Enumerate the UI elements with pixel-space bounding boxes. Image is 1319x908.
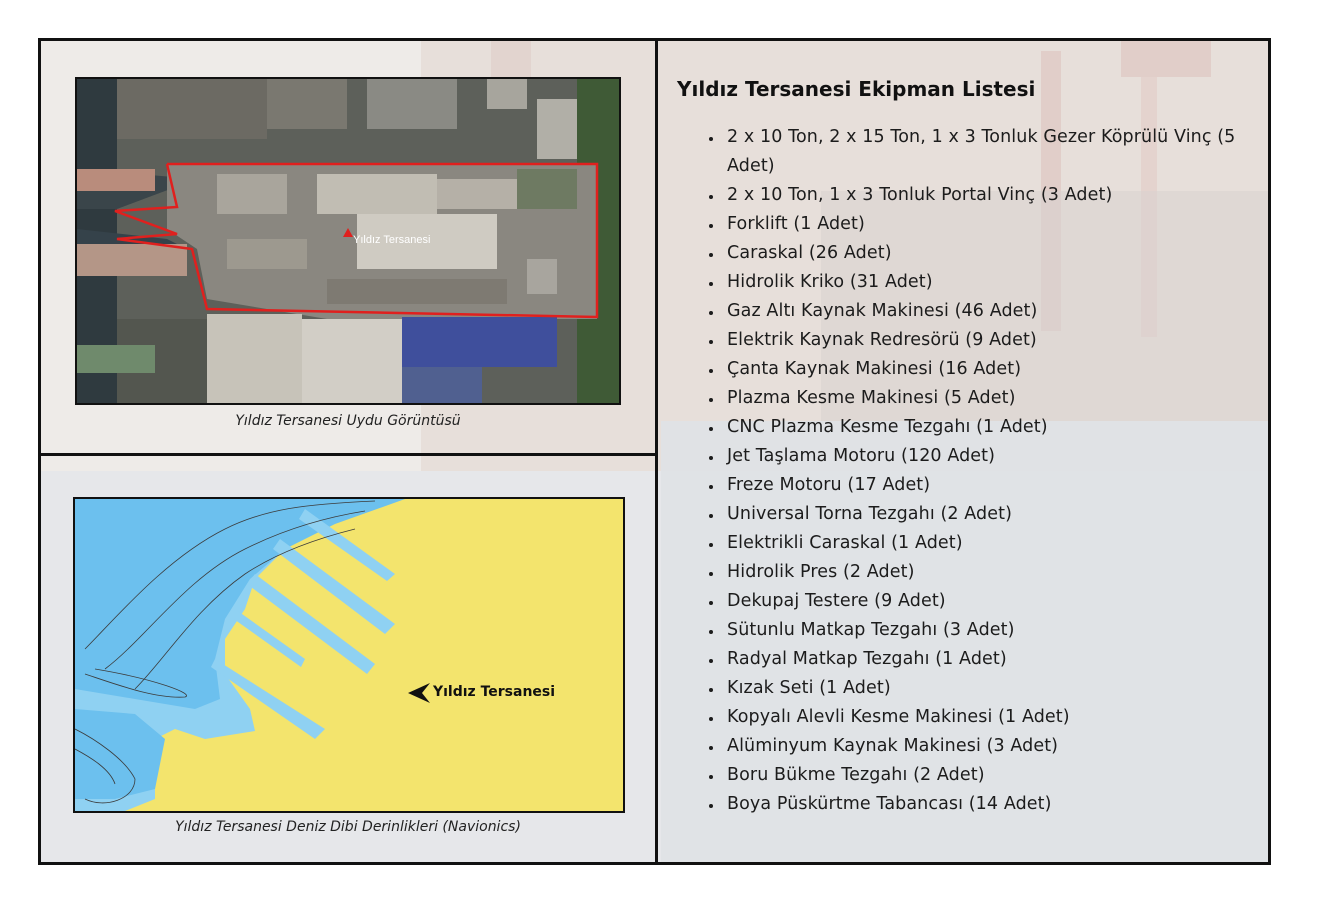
depth-map xyxy=(73,497,625,813)
equipment-item: • 2 x 10 Ton, 2 x 15 Ton, 1 x 3 Tonluk Gezer Köprülü Vinç (5 Adet) xyxy=(723,123,1257,181)
content-frame xyxy=(38,38,1271,865)
equipment-item: • Hidrolik Kriko (31 Adet) xyxy=(723,268,1257,297)
equipment-item: • Boru Bükme Tezgahı (2 Adet) xyxy=(723,761,1257,790)
equipment-item: • Radyal Matkap Tezgahı (1 Adet) xyxy=(723,645,1257,674)
equipment-item: • CNC Plazma Kesme Tezgahı (1 Adet) xyxy=(723,413,1257,442)
equipment-item: • Boya Püskürtme Tabancası (14 Adet) xyxy=(723,790,1257,819)
vertical-divider xyxy=(655,41,658,862)
equipment-item: • Elektrikli Caraskal (1 Adet) xyxy=(723,529,1257,558)
depth-map-caption: Yıldız Tersanesi Deniz Dibi Derinlikleri (Navionics) xyxy=(175,819,521,835)
horizontal-divider xyxy=(41,453,658,456)
equipment-item: • Freze Motoru (17 Adet) xyxy=(723,471,1257,500)
equipment-list xyxy=(677,123,1257,819)
equipment-item: • Hidrolik Pres (2 Adet) xyxy=(723,558,1257,587)
equipment-item: • Dekupaj Testere (9 Adet) xyxy=(723,587,1257,616)
equipment-item: • Kızak Seti (1 Adet) xyxy=(723,674,1257,703)
equipment-item: • Caraskal (26 Adet) xyxy=(723,239,1257,268)
equipment-item: • Çanta Kaynak Makinesi (16 Adet) xyxy=(723,355,1257,384)
equipment-item: • Forklift (1 Adet) xyxy=(723,210,1257,239)
satellite-image xyxy=(75,77,621,405)
equipment-item: • Plazma Kesme Makinesi (5 Adet) xyxy=(723,384,1257,413)
equipment-panel xyxy=(677,77,1257,819)
equipment-item: • Universal Torna Tezgahı (2 Adet) xyxy=(723,500,1257,529)
equipment-item: • 2 x 10 Ton, 1 x 3 Tonluk Portal Vinç (3 Adet) xyxy=(723,181,1257,210)
equipment-item: • Kopyalı Alevli Kesme Makinesi (1 Adet) xyxy=(723,703,1257,732)
satellite-caption: Yıldız Tersanesi Uydu Görüntüsü xyxy=(235,413,461,429)
equipment-item: • Gaz Altı Kaynak Makinesi (46 Adet) xyxy=(723,297,1257,326)
equipment-item: • Jet Taşlama Motoru (120 Adet) xyxy=(723,442,1257,471)
depth-map-label: Yıldız Tersanesi xyxy=(433,684,556,700)
equipment-item: • Sütunlu Matkap Tezgahı (3 Adet) xyxy=(723,616,1257,645)
equipment-item: • Alüminyum Kaynak Makinesi (3 Adet) xyxy=(723,732,1257,761)
equipment-title: Yıldız Tersanesi Ekipman Listesi xyxy=(677,77,1036,101)
satellite-pin-label: Yıldız Tersanesi xyxy=(353,234,431,246)
equipment-item: • Elektrik Kaynak Redresörü (9 Adet) xyxy=(723,326,1257,355)
